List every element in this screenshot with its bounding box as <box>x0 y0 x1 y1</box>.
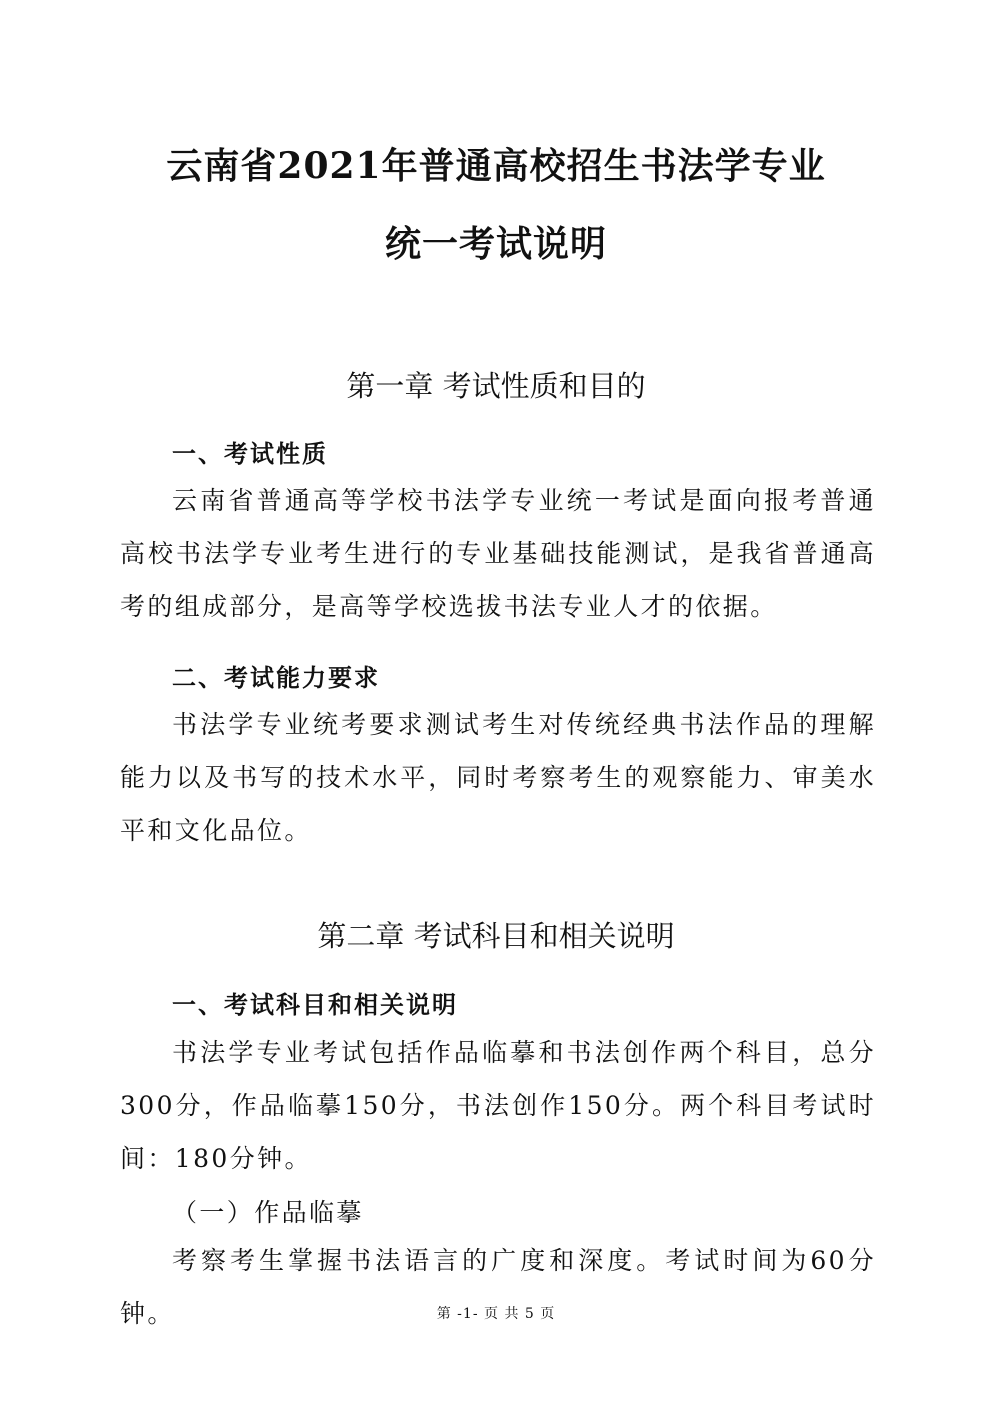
page-footer: 第 -1- 页 共 5 页 <box>436 1306 556 1322</box>
chapter-1-section-2-paragraph: 书法学专业统考要求测试考生对传统经典书法作品的理解能力以及书写的技术水平，同时考察考生的观察能力、审美水平和文化品位。 <box>120 710 876 845</box>
chapter-2-subsection-1-paragraph: 考察考生掌握书法语言的广度和深度。考试时间为60分钟。 <box>120 1246 876 1328</box>
chapter-2-section-1-heading: 一、考试科目和相关说明 <box>172 991 458 1019</box>
chapter-2-section-1-paragraph: 书法学专业考试包括作品临摹和书法创作两个科目，总分300分，作品临摹150分，书法创作150分。两个科目考试时间：180分钟。 <box>120 1038 876 1173</box>
chapter-1-section-1-paragraph: 云南省普通高等学校书法学专业统一考试是面向报考普通高校书法学专业考生进行的专业基础技能测试，是我省普通高考的组成部分，是高等学校选拔书法专业人才的依据。 <box>120 486 876 621</box>
document-title-line-1: 云南省2021年普通高校招生书法学专业 <box>166 145 826 187</box>
chapter-2-subsection-1-heading: （一）作品临摹 <box>172 1198 364 1227</box>
chapter-1-heading: 第一章 考试性质和目的 <box>346 369 646 403</box>
chapter-1-section-1-heading: 一、考试性质 <box>172 440 328 468</box>
chapter-2-heading: 第二章 考试科目和相关说明 <box>317 919 675 953</box>
chapter-1-section-2-heading: 二、考试能力要求 <box>172 664 380 692</box>
document-title-line-2: 统一考试说明 <box>384 223 607 265</box>
